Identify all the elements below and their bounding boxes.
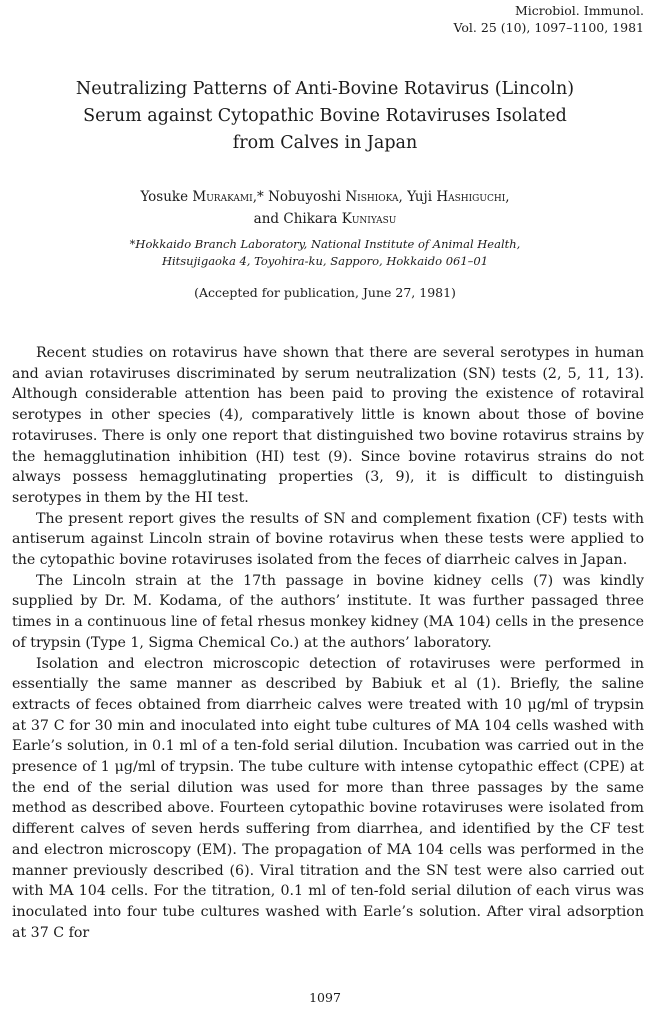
author-line-1 [40, 186, 610, 208]
article-body [12, 343, 644, 943]
journal-name: Microbiol. Immunol. [514, 3, 644, 18]
author-1-mark: ,* [252, 189, 269, 205]
author-2-last: Nishioka [345, 189, 399, 205]
accepted-date: (Accepted for publication, June 27, 1981) [194, 285, 456, 300]
author-4-last: Kuniyasu [341, 211, 397, 227]
page-number: 1097 [309, 990, 341, 1005]
article-title [30, 76, 620, 157]
author-3-last: Hashiguchi [436, 189, 506, 205]
body-paragraph: The present report gives the results of SN and complement fixation (CF) tests with antiserum against Lincoln strain of bovine rotavirus when these tests were applied to the cytopathic bovine rotaviruses isolated from the feces of diarrheic calves in Japan. [12, 510, 644, 569]
author-conjunction: and [253, 211, 284, 227]
author-1-last: Murakami [192, 189, 253, 205]
author-1-first: Yosuke [140, 189, 193, 205]
body-paragraph: The Lincoln strain at the 17th passage in bovine kidney cells (7) was kindly supplied by Dr. M. Kodama, of the authors’ institute. It was further passaged three times in a continuous line of fetal rhesus monkey kidney (MA 104) cells in the presence of trypsin (Type 1, Sigma Chemical Co.) at the authors’ laboratory. [12, 572, 644, 651]
title-line-1: Neutralizing Patterns of Anti-Bovine Rotavirus (Lincoln) [75, 79, 575, 99]
author-list [40, 186, 610, 230]
author-separator: , [505, 189, 510, 205]
author-separator: , [398, 189, 408, 205]
affiliation [80, 236, 570, 270]
affiliation-line-1: *Hokkaido Branch Laboratory, National Institute of Animal Health, [129, 237, 521, 251]
journal-header [454, 2, 644, 36]
body-paragraph: Recent studies on rotavirus have shown that there are several serotypes in human and avian rotaviruses discriminated by serum neutralization (SN) tests (2, 5, 11, 13). Although considerable attention has been paid to proving the existence of rotaviral serotypes in other species (4), comparatively little is known about those of bovine rotaviruses. There is only one report that distinguished two bovine rotavirus strains by the hemagglutination inhibition (HI) test (9). Since bovine rotavirus strains do not always possess hemagglutinating properties (3, 9), it is difficult to distinguish serotypes in them by the HI test. [12, 345, 644, 506]
body-paragraph: Isolation and electron microscopic detection of rotaviruses were performed in essentially the same manner as described by Babiuk et al (1). Briefly, the saline extracts of feces obtained from diarrheic calves were treated with 10 μg/ml of trypsin at 37 C for 30 min and inoculated into eight tube cultures of MA 104 cells washed with Earle’s solution, in 0.1 ml of a ten-fold serial dilution. Incubation was carried out in the presence of 1 μg/ml of trypsin. The tube culture with intense cytopathic effect (CPE) at the end of the serial dilution was used for more than three passages by the same method as described above. Fourteen cytopathic bovine rotaviruses were isolated from different calves of seven herds suffering from diarrhea, and identified by the CF test and electron microscopy (EM). The propagation of MA 104 cells was performed in the manner previously described (6). Viral titration and the SN test were also carried out with MA 104 cells. For the titration, 0.1 ml of ten-fold serial dilution of each virus was inoculated into four tube cultures washed with Earle’s solution. After viral adsorption at 37 C for [12, 655, 644, 941]
title-line-2: Serum against Cytopathic Bovine Rotaviruses Isolated [83, 106, 567, 126]
affiliation-line-2: Hitsujigaoka 4, Toyohira-ku, Sapporo, Hokkaido 061–01 [161, 254, 489, 268]
author-4-first: Chikara [283, 211, 342, 227]
title-line-3: from Calves in Japan [232, 133, 418, 153]
author-3-first: Yuji [407, 189, 437, 205]
journal-citation: Vol. 25 (10), 1097–1100, 1981 [453, 20, 644, 35]
author-line-2 [40, 208, 610, 230]
author-2-first: Nobuyoshi [268, 189, 346, 205]
